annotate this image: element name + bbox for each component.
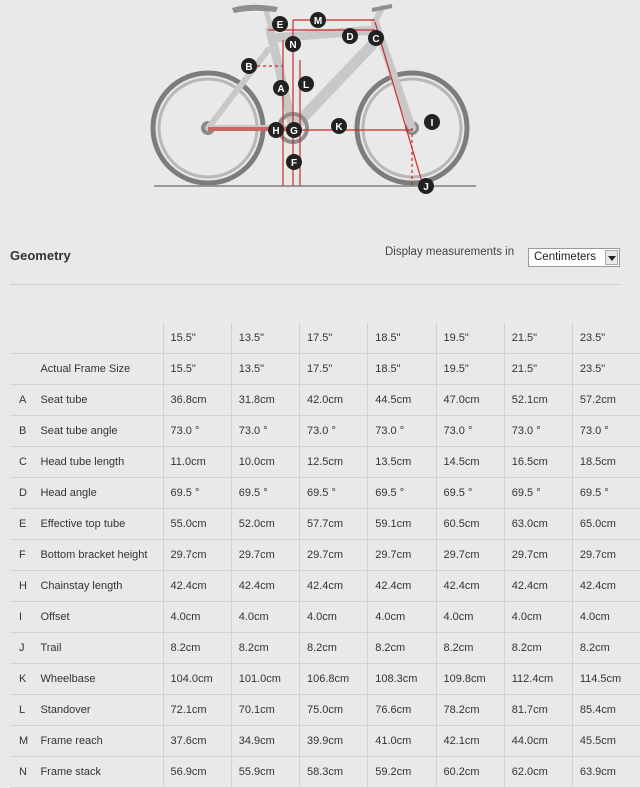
- value-cell: 42.4cm: [300, 571, 368, 602]
- value-cell: 4.0cm: [504, 602, 572, 633]
- value-cell: 8.2cm: [231, 633, 299, 664]
- svg-text:A: A: [277, 84, 285, 95]
- row-label: Trail: [40, 633, 163, 664]
- row-label: Seat tube angle: [40, 416, 163, 447]
- table-row: [10, 726, 640, 757]
- value-cell: 69.5 °: [231, 478, 299, 509]
- size-header-row: [10, 323, 640, 354]
- row-label: Wheelbase: [40, 664, 163, 695]
- marker-n: [285, 36, 301, 52]
- table-row: [10, 633, 640, 664]
- size-header-cell: 18.5": [368, 323, 436, 354]
- value-cell: 44.0cm: [504, 726, 572, 757]
- row-letter: L: [10, 695, 40, 726]
- row-label: Seat tube: [40, 385, 163, 416]
- value-cell: 69.5 °: [368, 478, 436, 509]
- value-cell: 8.2cm: [368, 633, 436, 664]
- svg-text:B: B: [245, 62, 253, 73]
- size-header-cell: 17.5": [300, 323, 368, 354]
- value-cell: 14.5cm: [436, 447, 504, 478]
- value-cell: 42.4cm: [504, 571, 572, 602]
- table-row: [10, 664, 640, 695]
- value-cell: 73.0 °: [368, 416, 436, 447]
- table-row: [10, 416, 640, 447]
- value-cell: 73.0 °: [572, 416, 640, 447]
- value-cell: 8.2cm: [300, 633, 368, 664]
- value-cell: 29.7cm: [368, 540, 436, 571]
- value-cell: 42.1cm: [436, 726, 504, 757]
- value-cell: 56.9cm: [163, 757, 231, 788]
- row-label: Head angle: [40, 478, 163, 509]
- svg-text:E: E: [276, 20, 284, 31]
- row-letter: H: [10, 571, 40, 602]
- table-row: [10, 447, 640, 478]
- value-cell: 69.5 °: [504, 478, 572, 509]
- row-label: Bottom bracket height: [40, 540, 163, 571]
- value-cell: 65.0cm: [572, 509, 640, 540]
- chevron-down-icon[interactable]: [605, 250, 618, 265]
- row-letter: I: [10, 602, 40, 633]
- svg-text:I: I: [430, 118, 434, 129]
- marker-d: [342, 28, 358, 44]
- value-cell: 104.0cm: [163, 664, 231, 695]
- bike-geometry-diagram: [150, 0, 480, 200]
- value-cell: 73.0 °: [231, 416, 299, 447]
- value-cell: 29.7cm: [572, 540, 640, 571]
- table-row: [10, 540, 640, 571]
- value-cell: 31.8cm: [231, 385, 299, 416]
- svg-text:H: H: [272, 126, 280, 137]
- marker-i: [424, 114, 440, 130]
- value-cell: 52.0cm: [231, 509, 299, 540]
- row-letter: F: [10, 540, 40, 571]
- row-letter: J: [10, 633, 40, 664]
- value-cell: 37.6cm: [163, 726, 231, 757]
- marker-m: [310, 12, 326, 28]
- value-cell: 12.5cm: [300, 447, 368, 478]
- value-cell: 81.7cm: [504, 695, 572, 726]
- value-cell: 21.5": [504, 354, 572, 385]
- value-cell: 10.0cm: [231, 447, 299, 478]
- value-cell: 42.4cm: [572, 571, 640, 602]
- value-cell: 42.4cm: [368, 571, 436, 602]
- size-header-cell: 13.5": [231, 323, 299, 354]
- geometry-heading: Geometry: [10, 248, 71, 263]
- value-cell: 8.2cm: [163, 633, 231, 664]
- value-cell: 63.9cm: [572, 757, 640, 788]
- value-cell: 29.7cm: [231, 540, 299, 571]
- value-cell: 44.5cm: [368, 385, 436, 416]
- table-row: [10, 571, 640, 602]
- header-blank: [10, 323, 40, 354]
- value-cell: 78.2cm: [436, 695, 504, 726]
- row-letter: C: [10, 447, 40, 478]
- saddle: [232, 5, 278, 13]
- value-cell: 13.5cm: [368, 447, 436, 478]
- unit-select[interactable]: [528, 248, 620, 267]
- marker-j: [418, 178, 434, 194]
- table-row: [10, 757, 640, 788]
- handlebar: [372, 6, 392, 10]
- value-cell: 114.5cm: [572, 664, 640, 695]
- value-cell: 29.7cm: [163, 540, 231, 571]
- value-cell: 59.1cm: [368, 509, 436, 540]
- value-cell: 69.5 °: [163, 478, 231, 509]
- svg-text:L: L: [302, 80, 310, 91]
- value-cell: 29.7cm: [504, 540, 572, 571]
- value-cell: 76.6cm: [368, 695, 436, 726]
- marker-h: [268, 122, 284, 138]
- value-cell: 101.0cm: [231, 664, 299, 695]
- value-cell: 62.0cm: [504, 757, 572, 788]
- divider: [10, 284, 620, 285]
- value-cell: 73.0 °: [163, 416, 231, 447]
- value-cell: 19.5": [436, 354, 504, 385]
- value-cell: 23.5": [572, 354, 640, 385]
- value-cell: 72.1cm: [163, 695, 231, 726]
- bike-frame: [208, 8, 412, 128]
- value-cell: 4.0cm: [300, 602, 368, 633]
- value-cell: 15.5": [163, 354, 231, 385]
- table-row: [10, 509, 640, 540]
- row-label: Effective top tube: [40, 509, 163, 540]
- value-cell: 59.2cm: [368, 757, 436, 788]
- row-letter: K: [10, 664, 40, 695]
- marker-b: [241, 58, 257, 74]
- marker-a: [273, 80, 289, 96]
- value-cell: 4.0cm: [163, 602, 231, 633]
- unit-select-value: Centimeters: [534, 251, 596, 263]
- table-row: [10, 602, 640, 633]
- value-cell: 4.0cm: [368, 602, 436, 633]
- row-letter: B: [10, 416, 40, 447]
- value-cell: 34.9cm: [231, 726, 299, 757]
- row-label: Actual Frame Size: [40, 354, 163, 385]
- value-cell: 45.5cm: [572, 726, 640, 757]
- value-cell: 8.2cm: [504, 633, 572, 664]
- row-label: Standover: [40, 695, 163, 726]
- value-cell: 4.0cm: [231, 602, 299, 633]
- size-header-cell: 19.5": [436, 323, 504, 354]
- marker-l: [298, 76, 314, 92]
- value-cell: 42.0cm: [300, 385, 368, 416]
- svg-text:N: N: [289, 40, 297, 51]
- marker-k: [331, 118, 347, 134]
- size-header-cell: 23.5": [572, 323, 640, 354]
- value-cell: 41.0cm: [368, 726, 436, 757]
- value-cell: 63.0cm: [504, 509, 572, 540]
- marker-g: [286, 122, 302, 138]
- row-letter: A: [10, 385, 40, 416]
- svg-text:G: G: [290, 126, 298, 137]
- row-letter: M: [10, 726, 40, 757]
- marker-c: [368, 30, 384, 46]
- value-cell: 29.7cm: [300, 540, 368, 571]
- value-cell: 42.4cm: [163, 571, 231, 602]
- value-cell: 73.0 °: [504, 416, 572, 447]
- value-cell: 4.0cm: [572, 602, 640, 633]
- value-cell: 60.5cm: [436, 509, 504, 540]
- value-cell: 29.7cm: [436, 540, 504, 571]
- table-row: [10, 385, 640, 416]
- value-cell: 106.8cm: [300, 664, 368, 695]
- svg-text:K: K: [335, 122, 343, 133]
- value-cell: 108.3cm: [368, 664, 436, 695]
- size-header-cell: 15.5": [163, 323, 231, 354]
- row-letter: [10, 354, 40, 385]
- value-cell: 69.5 °: [300, 478, 368, 509]
- header-blank: [40, 323, 163, 354]
- value-cell: 57.7cm: [300, 509, 368, 540]
- value-cell: 8.2cm: [436, 633, 504, 664]
- value-cell: 4.0cm: [436, 602, 504, 633]
- table-row: [10, 695, 640, 726]
- row-label: Offset: [40, 602, 163, 633]
- svg-text:J: J: [423, 182, 429, 193]
- display-measurements-label: Display measurements in: [385, 246, 515, 258]
- row-label: Head tube length: [40, 447, 163, 478]
- value-cell: 42.4cm: [436, 571, 504, 602]
- marker-e: [272, 16, 288, 32]
- row-label: Frame reach: [40, 726, 163, 757]
- value-cell: 109.8cm: [436, 664, 504, 695]
- value-cell: 47.0cm: [436, 385, 504, 416]
- row-letter: N: [10, 757, 40, 788]
- value-cell: 69.5 °: [572, 478, 640, 509]
- value-cell: 8.2cm: [572, 633, 640, 664]
- value-cell: 16.5cm: [504, 447, 572, 478]
- value-cell: 17.5": [300, 354, 368, 385]
- value-cell: 75.0cm: [300, 695, 368, 726]
- value-cell: 69.5 °: [436, 478, 504, 509]
- svg-text:F: F: [290, 158, 298, 169]
- value-cell: 36.8cm: [163, 385, 231, 416]
- value-cell: 58.3cm: [300, 757, 368, 788]
- value-cell: 39.9cm: [300, 726, 368, 757]
- marker-f: [286, 154, 302, 170]
- value-cell: 42.4cm: [231, 571, 299, 602]
- value-cell: 85.4cm: [572, 695, 640, 726]
- value-cell: 70.1cm: [231, 695, 299, 726]
- value-cell: 11.0cm: [163, 447, 231, 478]
- row-letter: E: [10, 509, 40, 540]
- table-row: [10, 354, 640, 385]
- row-label: Frame stack: [40, 757, 163, 788]
- table-row: [10, 478, 640, 509]
- value-cell: 13.5": [231, 354, 299, 385]
- value-cell: 112.4cm: [504, 664, 572, 695]
- svg-text:M: M: [313, 16, 323, 27]
- size-header-cell: 21.5": [504, 323, 572, 354]
- svg-text:D: D: [346, 32, 354, 43]
- value-cell: 60.2cm: [436, 757, 504, 788]
- row-label: Chainstay length: [40, 571, 163, 602]
- geometry-table: [10, 323, 640, 788]
- value-cell: 55.9cm: [231, 757, 299, 788]
- value-cell: 73.0 °: [300, 416, 368, 447]
- value-cell: 52.1cm: [504, 385, 572, 416]
- value-cell: 73.0 °: [436, 416, 504, 447]
- svg-text:C: C: [372, 34, 380, 45]
- value-cell: 55.0cm: [163, 509, 231, 540]
- value-cell: 57.2cm: [572, 385, 640, 416]
- row-letter: D: [10, 478, 40, 509]
- value-cell: 18.5": [368, 354, 436, 385]
- value-cell: 18.5cm: [572, 447, 640, 478]
